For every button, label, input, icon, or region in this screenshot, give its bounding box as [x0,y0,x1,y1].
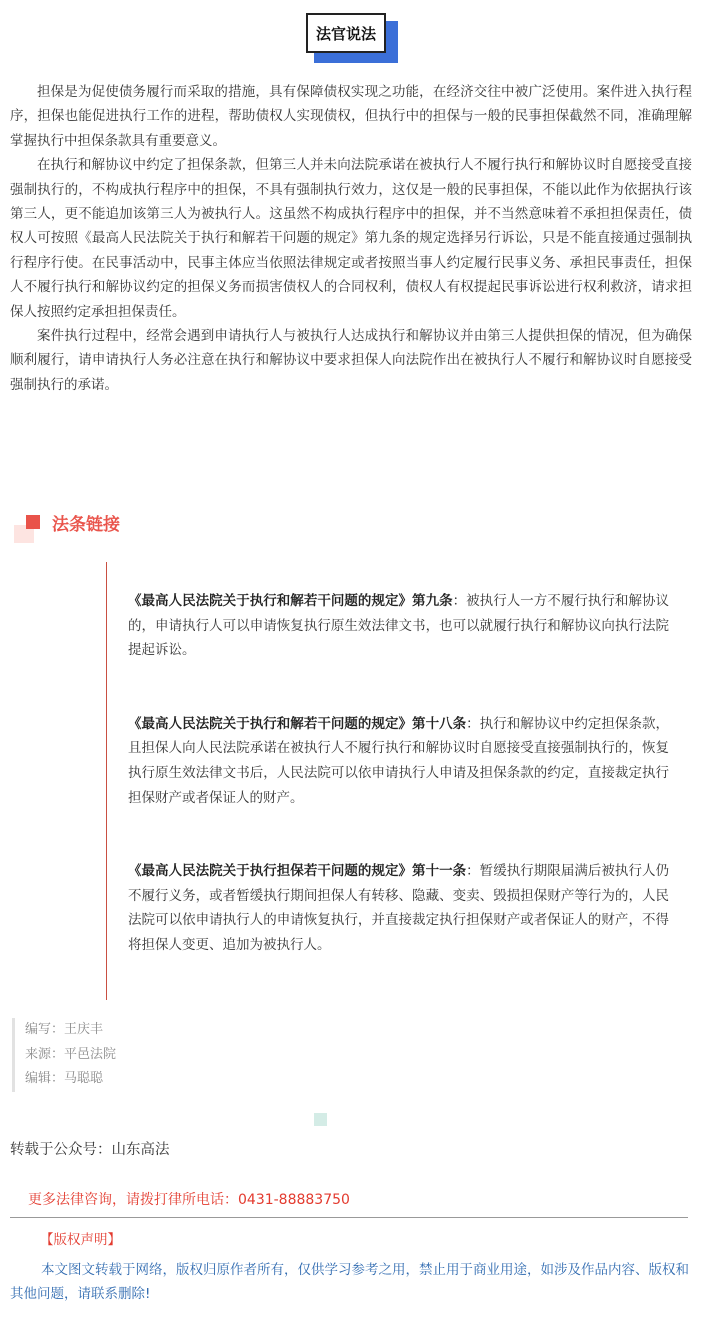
law-item-title: 《最高人民法院关于执行和解若干问题的规定》第十八条 [128,715,467,732]
law-item [128,859,669,957]
intro-paragraph-2: 在执行和解协议中约定了担保条款，但第三人并未向法院承诺在被执行人不履行执行和解协议时自愿接受直接强制执行的，不构成执行程序中的担保，不具有强制执行效力，这仅是一般的民事担保，不能以此作为依据执行该第三人，更不能追加该第三人为被执行人。这虽然不构成执行程序中的担保，并不当然意味着不承担担保责任，债权人可按照《最高人民法院关于执行和解若干问题的规定》第九条的规定选择另行诉讼，只是不能直接通过强制执行程序行使。在民事活动中，民事主体应当依照法律规定或者按照当事人约定履行民事义务、承担民事责任，担保人不履行执行和解协议约定的担保义务而损害债权人的合同权利，债权人有权提起民事诉讼进行权利救济，请求担保人按照约定承担担保责任。 [10,157,692,320]
law-section-heading [14,507,214,547]
credit-writer: 编写：王庆丰 [25,1022,104,1037]
law-item [128,712,669,810]
copyright-heading: 【版权声明】 [40,1232,121,1248]
law-item-text: ：执行和解协议中约定担保条款，且担保人向人民法院承诺在被执行人不履行执行和解协议时自愿接受直接强制执行的，恢复执行原生效法律文书后，人民法院可以依申请执行人申请及担保条款的约定，直接裁定执行担保财产或者保证人的财产。 [128,715,669,806]
decoration-square [314,1113,327,1126]
law-section-rule [106,562,107,1000]
law-item-title: 《最高人民法院关于执行担保若干问题的规定》第十一条 [128,863,467,880]
consult-phone-text: 更多法律咨询，请拨打律所电话：0431-88883750 [28,1192,350,1208]
intro-paragraph-1: 担保是为促使债务履行而采取的措施，具有保障债权实现之功能，在经济交往中被广泛使用。案件进入执行程序，担保也能促进执行工作的进程，帮助债权人实现债权，但执行中的担保与一般的民事担保截然不同，准确理解掌握执行中担保条款具有重要意义。 [10,84,692,149]
credits-block [12,1018,325,1092]
credit-source: 来源：平邑法院 [25,1046,117,1062]
law-section-title: 法条链接 [52,515,120,535]
page-title: 法官说法 [306,13,386,53]
credit-editor: 编辑：马聪聪 [25,1071,104,1086]
footer-divider [10,1217,688,1218]
repost-source: 转载于公众号：山东高法 [10,1142,170,1158]
law-item-text: ：被执行人一方不履行执行和解协议的，申请执行人可以申请恢复执行原生效法律文书，也可以就履行执行和解协议向执行法院提起诉讼。 [128,593,670,659]
law-list [128,589,669,1007]
intro-text [10,80,692,397]
copyright-notice: 本文图文转载于网络，版权归原作者所有，仅供学习参考之用，禁止用于商业用途，如涉及作品内容、版权和其他问题，请联系删除! [10,1262,690,1303]
law-item-text: ：暂缓执行期限届满后被执行人仍不履行义务，或者暂缓执行期间担保人有转移、隐藏、变卖、毁损担保财产等行为的，人民法院可以依申请执行人的申请恢复执行，并直接裁定执行担保财产或者保证人的财产，不得将担保人变更、追加为被执行人。 [128,863,669,953]
intro-paragraph-3: 案件执行过程中，经常会遇到申请执行人与被执行人达成执行和解协议并由第三人提供担保的情况，但为确保顺利履行，请申请执行人务必注意在执行和解协议中要求担保人向法院作出在被执行人不履行和解协议时自愿接受强制执行的承诺。 [10,328,692,393]
heading-marker-square [26,515,40,529]
law-item-title: 《最高人民法院关于执行和解若干问题的规定》第九条 [128,593,453,609]
law-item [128,589,669,663]
page-title-block [306,13,398,63]
